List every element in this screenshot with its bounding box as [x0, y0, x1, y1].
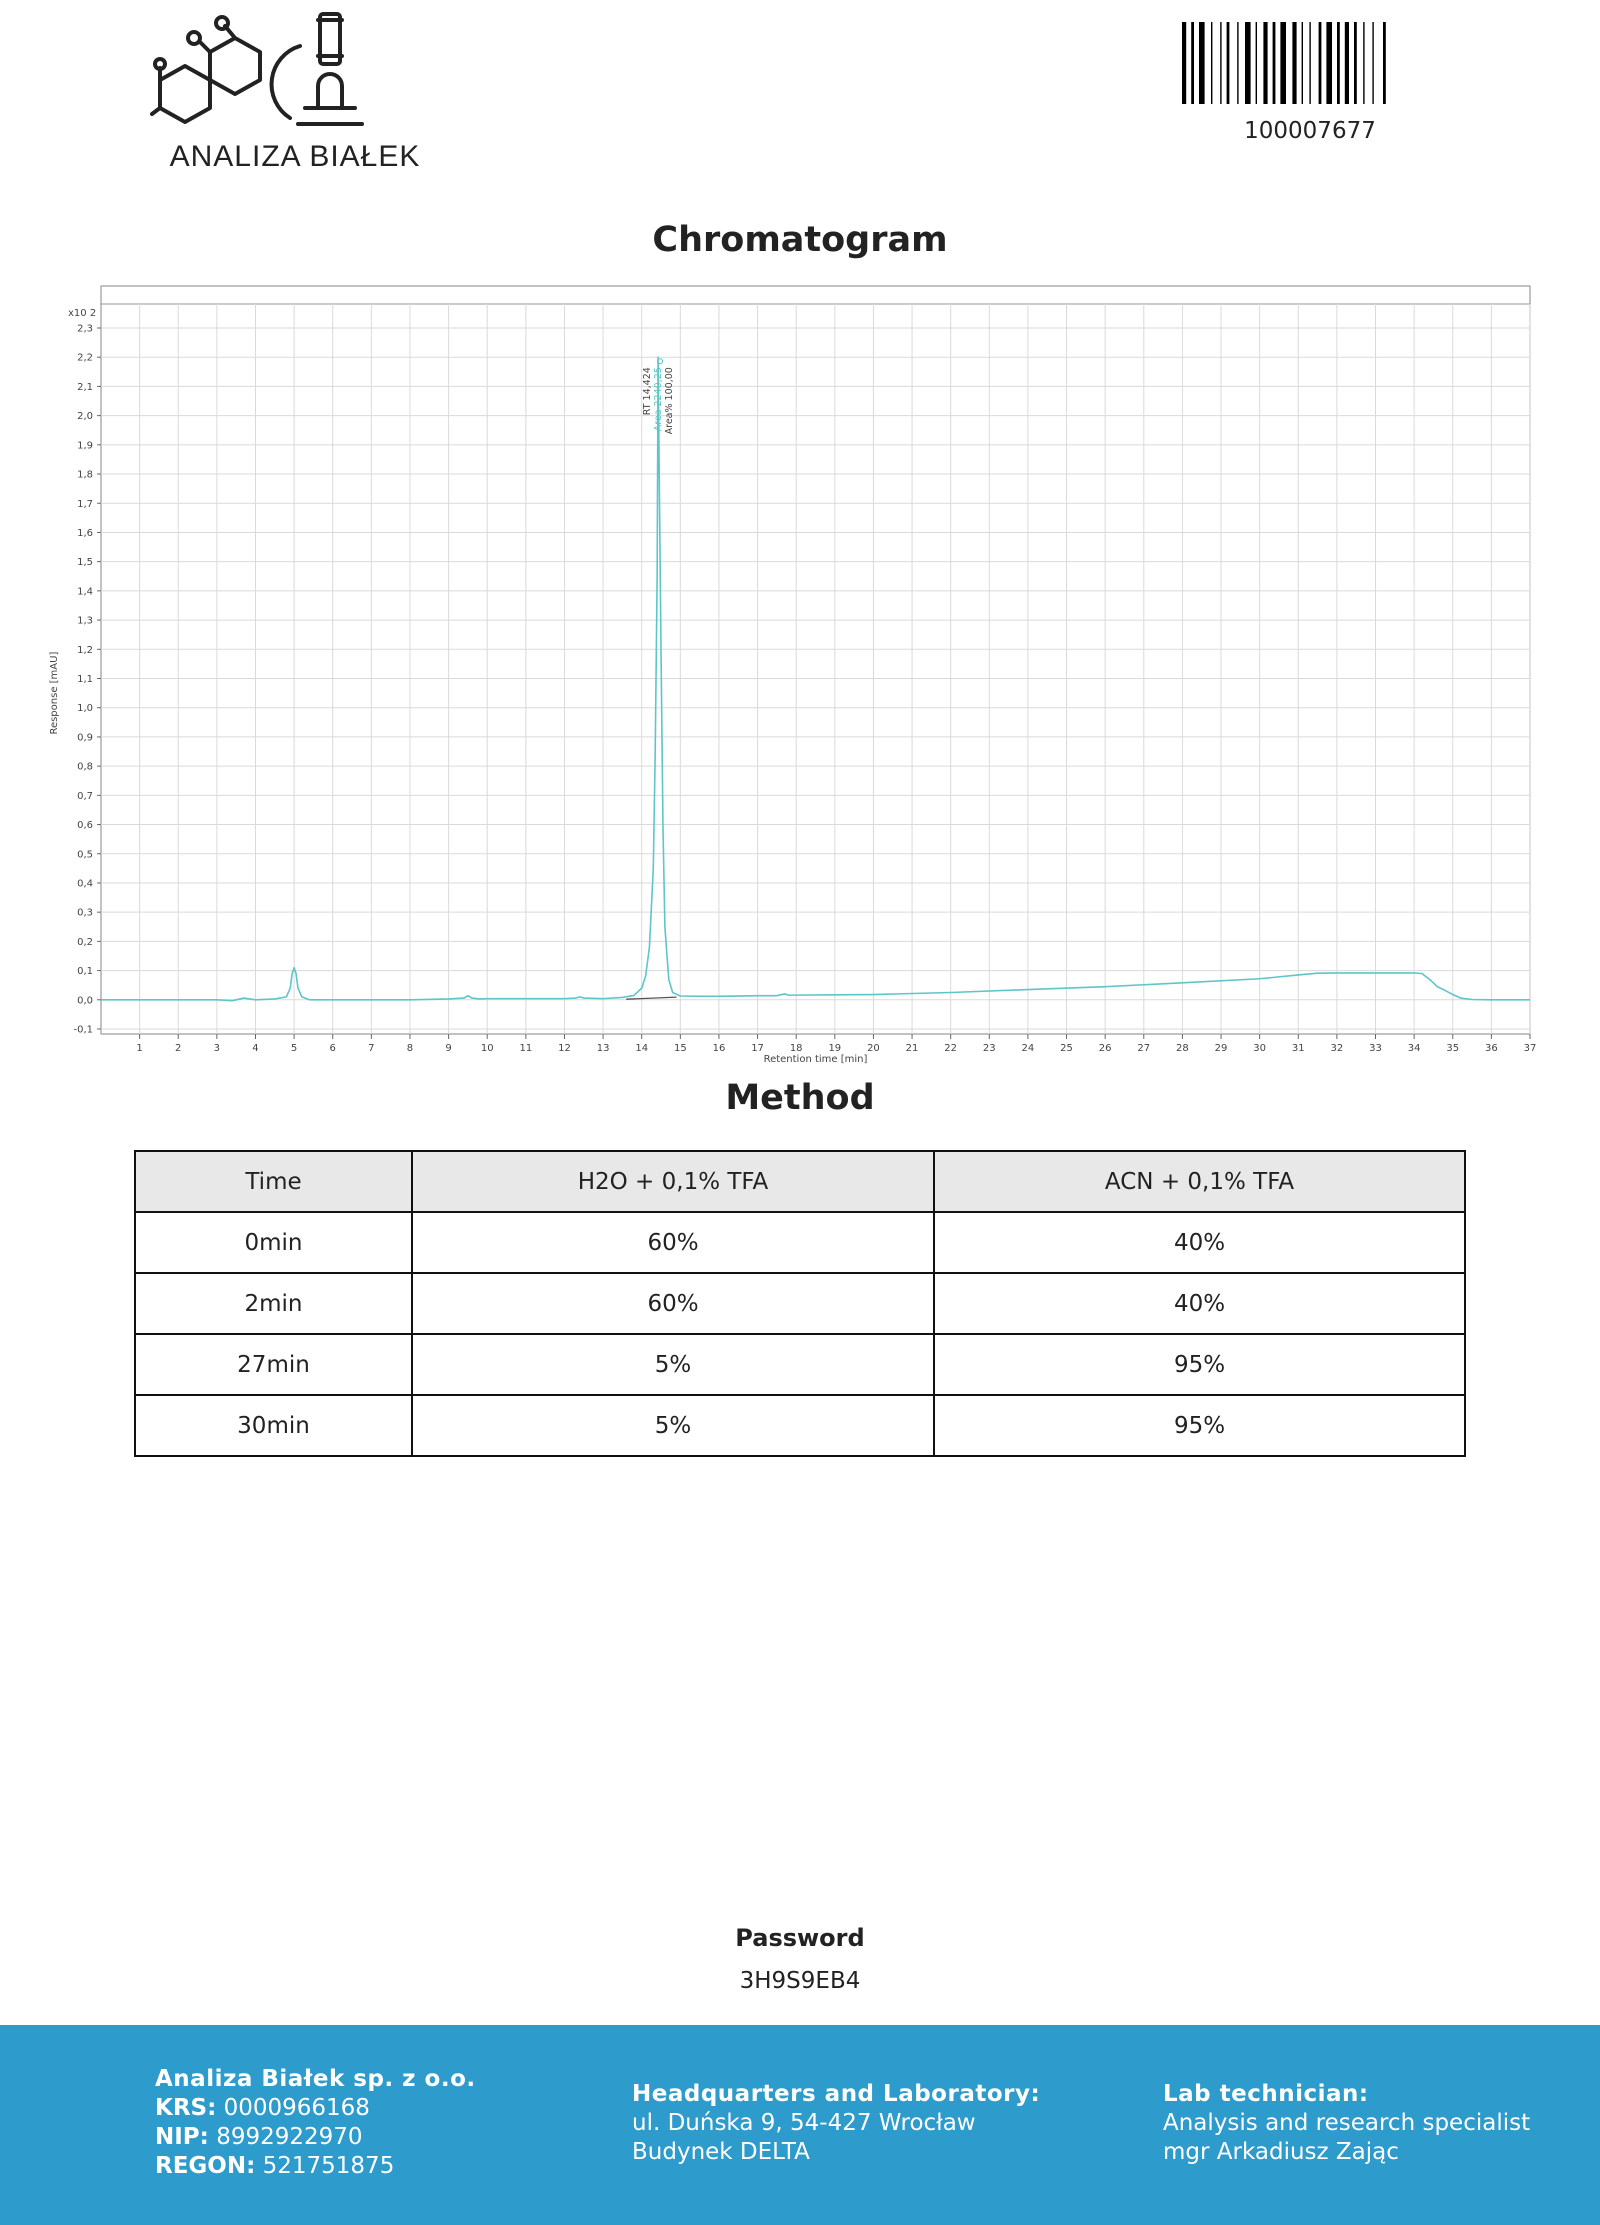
y-tick-label: 0,3	[77, 907, 93, 919]
footer-krs	[155, 2094, 476, 2123]
password-value: 3H9S9EB4	[739, 1968, 861, 1994]
y-tick-label: 0,1	[77, 966, 93, 978]
plot-frame	[101, 286, 1530, 1034]
barcode-bar	[1273, 22, 1276, 104]
barcode-bar	[1326, 22, 1332, 104]
barcode-bar	[1263, 22, 1267, 104]
y-tick-label: 1,6	[77, 527, 93, 539]
x-tick-label: 12	[558, 1043, 571, 1054]
barcode-bar	[1280, 22, 1286, 104]
footer-nip-value: 8992922970	[216, 2124, 363, 2150]
x-tick-label: 14	[635, 1043, 649, 1054]
table-cell: 5%	[412, 1395, 934, 1456]
footer-headquarters	[632, 2080, 1040, 2167]
x-tick-label: 2	[175, 1043, 182, 1054]
x-tick-label: 33	[1369, 1043, 1382, 1054]
password-label: Password	[735, 1924, 865, 1952]
chromatogram-chart	[40, 282, 1540, 1064]
table-cell: 5%	[412, 1334, 934, 1395]
footer-lab-technician	[1163, 2080, 1530, 2167]
x-tick-label: 26	[1098, 1043, 1112, 1054]
table-cell: 95%	[934, 1395, 1465, 1456]
x-axis-label: Retention time [min]	[763, 1054, 868, 1064]
x-tick-label: 16	[712, 1043, 726, 1054]
method-col-h2o: H2O + 0,1% TFA	[412, 1151, 934, 1212]
y-multiplier-label: x10 2	[68, 308, 97, 319]
footer-regon-label: REGON:	[155, 2153, 256, 2179]
y-tick-label: 1,2	[77, 644, 93, 656]
y-tick-label: 1,4	[77, 586, 93, 598]
x-tick-label: 4	[252, 1043, 259, 1054]
x-tick-label: 22	[944, 1043, 958, 1054]
table-row	[135, 1273, 1465, 1334]
y-tick-label: 0,2	[77, 936, 93, 948]
x-tick-label: 11	[519, 1043, 533, 1054]
barcode-bar	[1211, 22, 1212, 104]
table-cell: 27min	[135, 1334, 412, 1395]
peak-annotation-label: RT 14,424	[642, 367, 654, 416]
y-tick-label: 1,3	[77, 615, 93, 627]
footer-company	[155, 2065, 476, 2181]
barcode-bar	[1191, 22, 1194, 104]
table-cell: 60%	[412, 1273, 934, 1334]
x-tick-label: 5	[290, 1043, 298, 1054]
x-tick-label: 29	[1214, 1043, 1228, 1054]
y-tick-label: 1,1	[77, 674, 93, 685]
footer-hq-line1: ul. Duńska 9, 54-427 Wrocław	[632, 2110, 976, 2136]
method-col-time: Time	[135, 1151, 412, 1212]
x-tick-label: 35	[1446, 1043, 1460, 1054]
x-tick-label: 23	[982, 1043, 996, 1054]
table-cell: 2min	[135, 1273, 412, 1334]
footer-tech-title: Lab technician:	[1163, 2081, 1369, 2107]
x-tick-label: 8	[406, 1043, 414, 1054]
y-tick-label: 2,2	[77, 352, 93, 364]
x-tick-label: 1	[136, 1043, 143, 1054]
x-tick-label: 21	[905, 1043, 919, 1054]
barcode-bar	[1227, 22, 1230, 104]
barcode-bar	[1302, 22, 1303, 104]
footer-krs-label: KRS:	[155, 2095, 217, 2121]
x-tick-label: 19	[828, 1043, 842, 1054]
y-tick-label: 1,5	[77, 557, 93, 569]
x-tick-label: 10	[480, 1043, 494, 1054]
table-cell: 40%	[934, 1212, 1465, 1273]
table-row	[135, 1212, 1465, 1273]
x-tick-label: 7	[368, 1043, 375, 1054]
peak-annotation-label: Area% 100,00	[664, 367, 676, 435]
table-cell: 30min	[135, 1395, 412, 1456]
footer-regon	[155, 2152, 476, 2181]
footer	[0, 2025, 1600, 2225]
barcode-bar	[1345, 22, 1349, 104]
y-tick-label: 0,4	[77, 878, 93, 890]
x-tick-label: 28	[1176, 1043, 1189, 1054]
y-tick-label: 2,0	[77, 411, 93, 423]
table-row	[135, 1395, 1465, 1456]
footer-tech-line2: mgr Arkadiusz Zając	[1163, 2139, 1399, 2165]
barcode-bar	[1354, 22, 1357, 104]
x-tick-label: 18	[789, 1043, 803, 1054]
x-tick-label: 27	[1137, 1043, 1151, 1054]
footer-tech-line1: Analysis and research specialist	[1163, 2110, 1531, 2136]
x-tick-label: 37	[1523, 1043, 1537, 1054]
peak-annotation-label: Area 2240,25	[653, 367, 665, 432]
y-tick-label: 2,3	[77, 323, 93, 335]
x-tick-label: 15	[673, 1043, 687, 1054]
barcode-bar	[1182, 22, 1186, 104]
table-cell: 40%	[934, 1273, 1465, 1334]
chart-grid	[101, 286, 1530, 1034]
barcode-bar	[1220, 22, 1221, 104]
table-row	[135, 1334, 1465, 1395]
x-tick-label: 17	[751, 1043, 764, 1054]
x-tick-label: 31	[1291, 1043, 1305, 1054]
method-col-acn: ACN + 0,1% TFA	[934, 1151, 1465, 1212]
x-tick-label: 3	[213, 1043, 221, 1054]
barcode-bar	[1383, 22, 1386, 104]
x-tick-label: 30	[1253, 1043, 1267, 1054]
chart-annotations	[642, 359, 675, 435]
y-tick-label: 0,8	[77, 761, 93, 773]
y-tick-label: 0,7	[77, 790, 93, 802]
table-cell: 60%	[412, 1212, 934, 1273]
footer-krs-value: 0000966168	[223, 2095, 370, 2121]
footer-company-name: Analiza Białek sp. z o.o.	[155, 2066, 476, 2092]
method-title: Method	[725, 1078, 875, 1118]
y-tick-label: 0,9	[77, 732, 93, 744]
x-tick-label: 25	[1060, 1043, 1073, 1054]
table-cell: 95%	[934, 1334, 1465, 1395]
y-tick-label: 1,9	[77, 440, 93, 452]
table-cell: 0min	[135, 1212, 412, 1273]
x-tick-label: 20	[867, 1043, 880, 1054]
x-tick-label: 6	[329, 1043, 336, 1054]
y-tick-label: -0,1	[73, 1024, 93, 1036]
y-tick-label: 1,7	[77, 498, 93, 510]
footer-hq-line2: Budynek DELTA	[632, 2139, 810, 2165]
barcode-number: 100007677	[1244, 118, 1376, 144]
x-tick-label: 24	[1021, 1043, 1035, 1054]
y-tick-label: 1,0	[77, 703, 93, 715]
barcode-bar	[1245, 22, 1251, 104]
barcode-bar	[1199, 22, 1205, 104]
chart-axes	[49, 308, 1536, 1064]
chromatogram-title: Chromatogram	[652, 220, 948, 260]
method-table-header-row	[135, 1151, 1465, 1212]
barcode-bar	[1372, 22, 1373, 104]
barcode-bar	[1256, 22, 1257, 104]
footer-regon-value: 521751875	[262, 2153, 395, 2179]
barcode-bar	[1363, 22, 1364, 104]
barcode	[1180, 22, 1440, 104]
x-tick-label: 36	[1485, 1043, 1498, 1054]
y-tick-label: 2,1	[77, 381, 93, 393]
x-tick-label: 13	[596, 1043, 610, 1054]
x-tick-label: 9	[445, 1043, 452, 1054]
y-tick-label: 1,8	[77, 469, 93, 481]
footer-hq-title: Headquarters and Laboratory:	[632, 2081, 1041, 2107]
y-tick-label: 0,5	[77, 849, 93, 861]
barcode-bar	[1337, 22, 1340, 104]
barcode-bar	[1237, 22, 1238, 104]
method-table	[134, 1150, 1466, 1457]
peak-baseline	[626, 997, 676, 999]
barcode-bar	[1309, 22, 1310, 104]
y-tick-label: 0,6	[77, 820, 93, 832]
footer-nip-label: NIP:	[155, 2124, 209, 2150]
x-tick-label: 34	[1407, 1043, 1421, 1054]
footer-nip	[155, 2123, 476, 2152]
company-logo-text: ANALIZA BIAŁEK	[169, 140, 421, 173]
y-axis-label: Response [mAU]	[49, 651, 60, 735]
barcode-bar	[1319, 22, 1322, 104]
barcode-bar	[1292, 22, 1296, 104]
x-tick-label: 32	[1330, 1043, 1344, 1054]
y-tick-label: 0,0	[77, 995, 93, 1007]
